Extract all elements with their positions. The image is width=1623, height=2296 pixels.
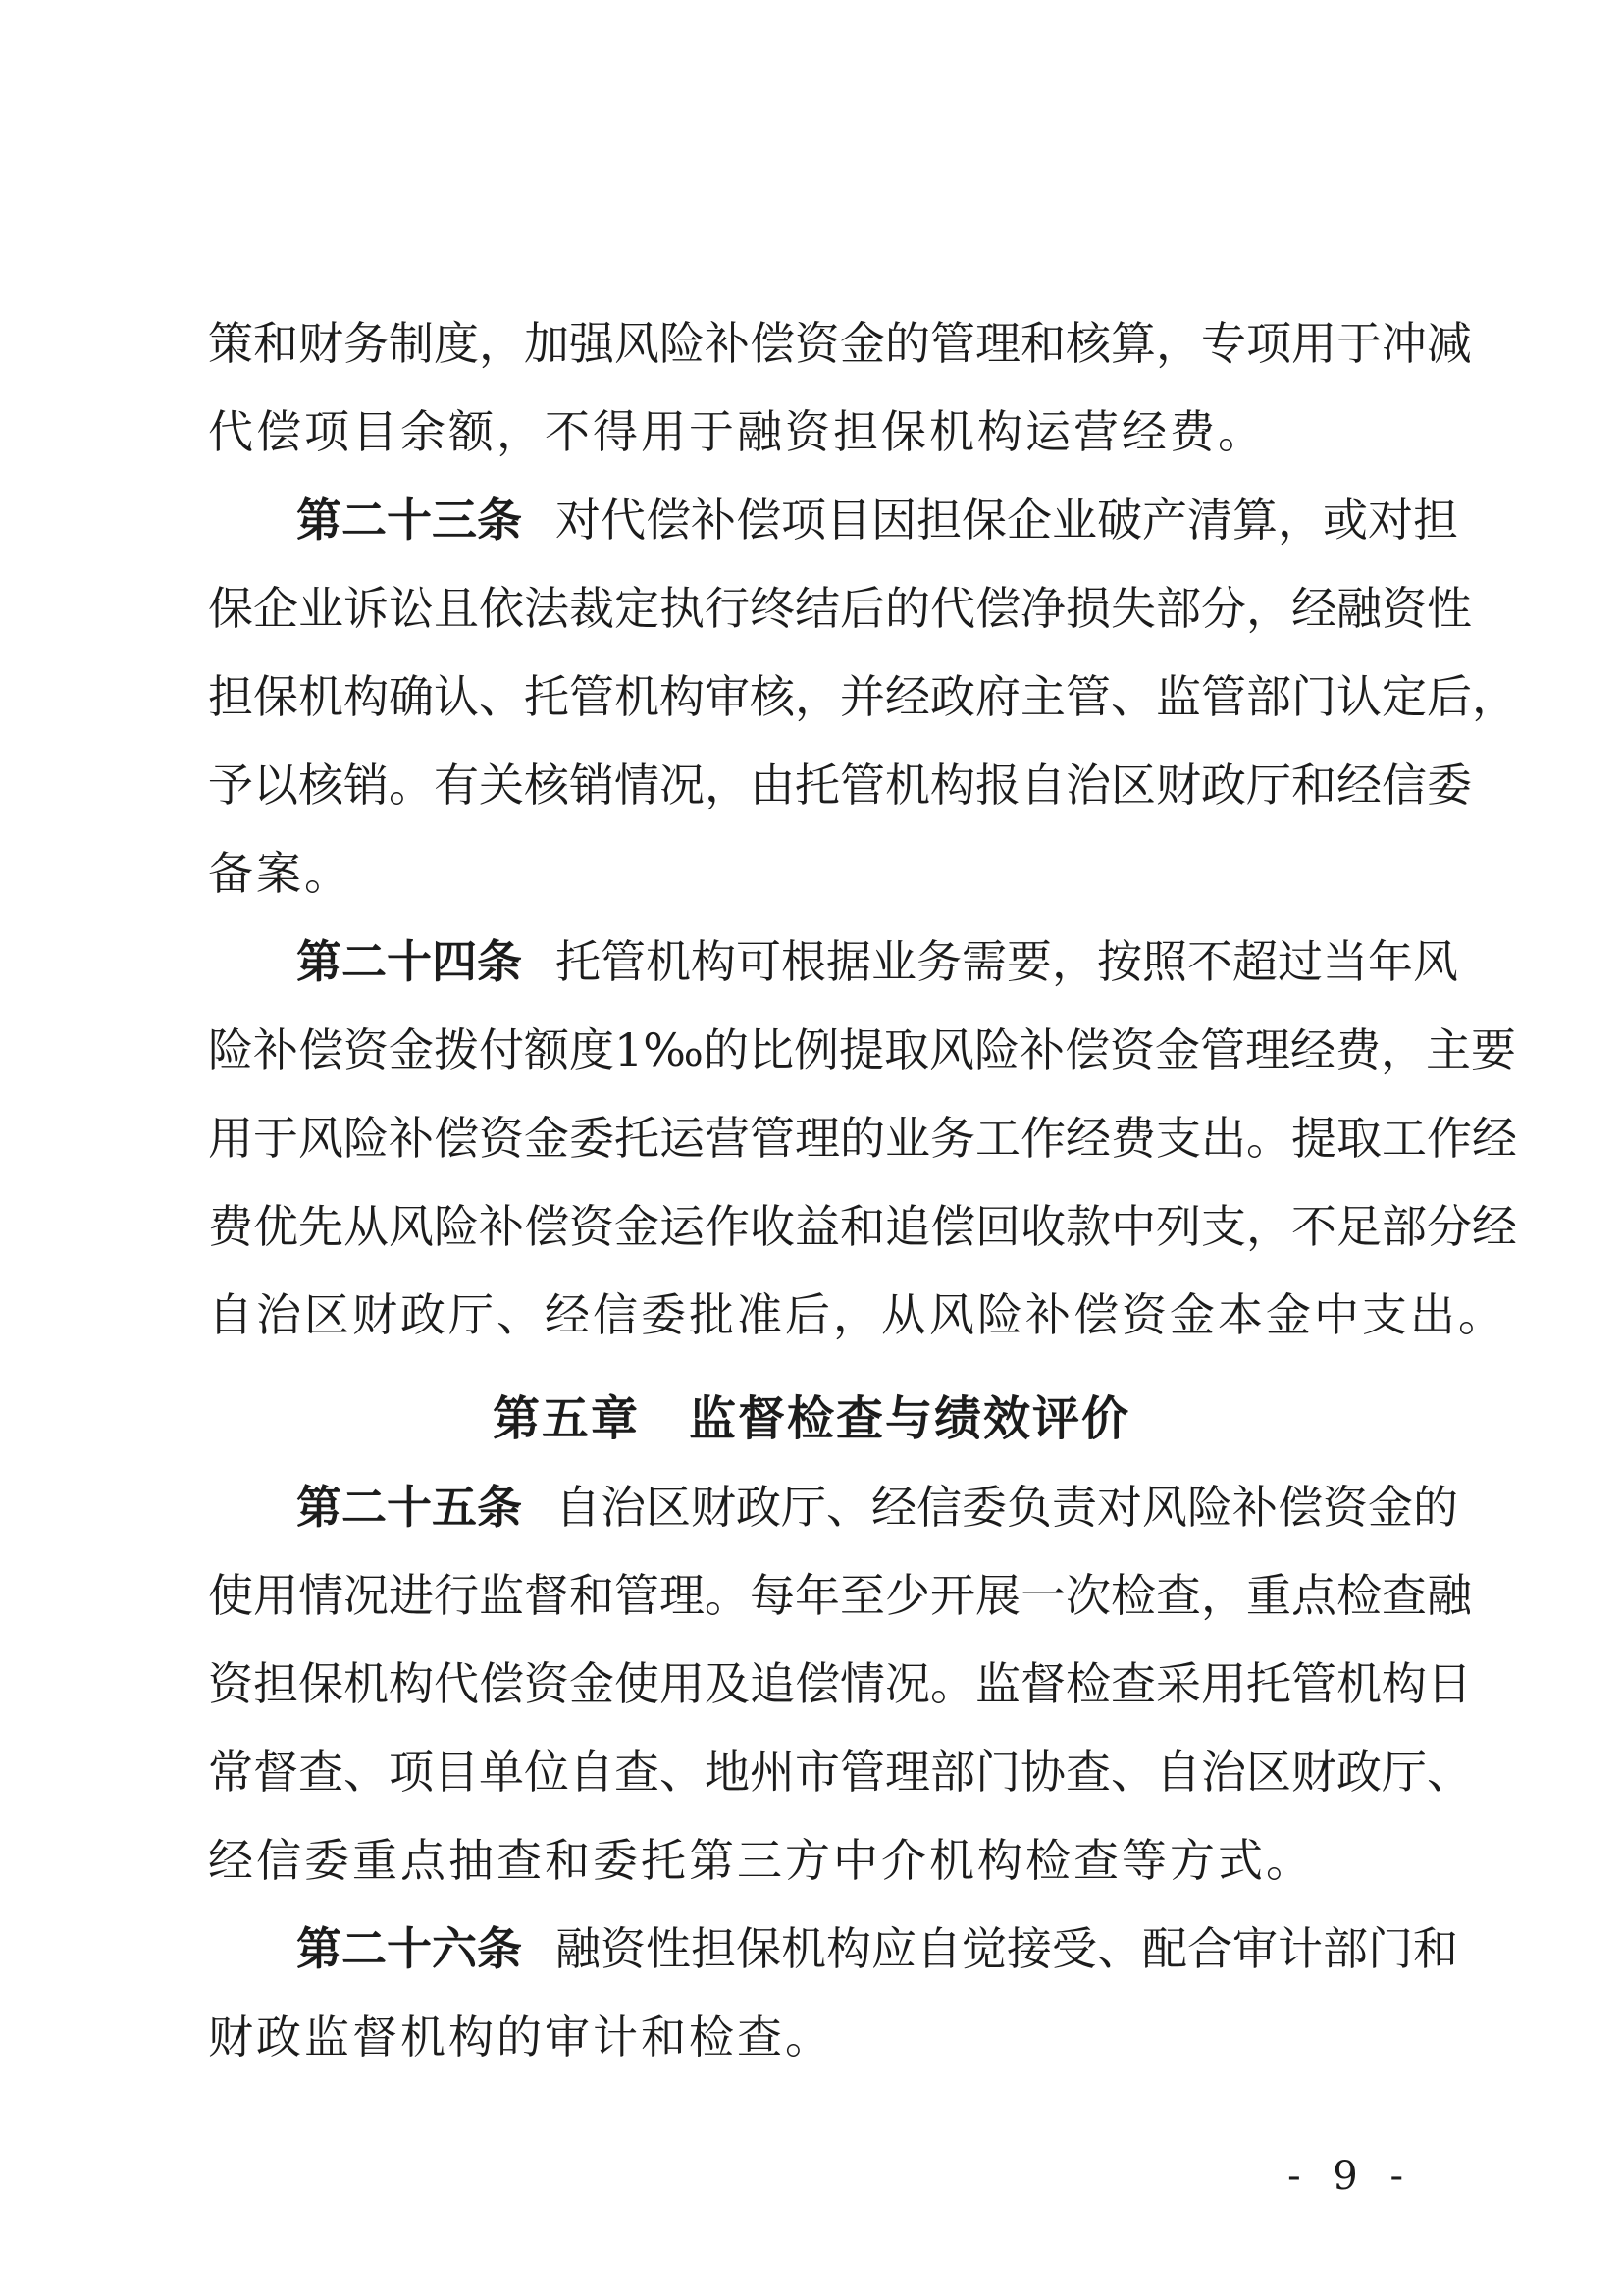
body-line: 担保机构确认、托管机构审核，并经政府主管、监管部门认定后，: [208, 670, 1517, 723]
body-line: 代偿项目余额，不得用于融资担保机构运营经费。: [208, 405, 1266, 458]
body-line: 保企业诉讼且依法裁定执行终结后的代偿净损失部分，经融资性: [208, 582, 1472, 635]
body-line: 资担保机构代偿资金使用及追偿情况。监督检查采用托管机构日: [208, 1657, 1472, 1710]
body-line: 财政监督机构的审计和检查。: [208, 2010, 833, 2063]
body-line: 经信委重点抽查和委托第三方中介机构检查等方式。: [208, 1834, 1314, 1887]
body-line: 备案。: [208, 847, 352, 900]
page-number: - 9 -: [1287, 2154, 1413, 2199]
article-heading: 第二十五条: [296, 1481, 522, 1534]
article-25-line: 第二十五条 自治区财政厅、经信委负责对风险补偿资金的: [296, 1481, 1458, 1534]
article-heading: 第二十三条: [296, 494, 522, 547]
article-heading: 第二十六条: [296, 1922, 522, 1975]
body-line: 策和财务制度，加强风险补偿资金的管理和核算，专项用于冲减: [208, 317, 1472, 370]
body-line: 予以核销。有关核销情况，由托管机构报自治区财政厅和经信委: [208, 758, 1472, 811]
article-24-line: 第二十四条 托管机构可根据业务需要，按照不超过当年风: [296, 935, 1458, 988]
article-heading: 第二十四条: [296, 935, 522, 988]
body-line: 费优先从风险补偿资金运作收益和追偿回收款中列支，不足部分经: [208, 1200, 1517, 1253]
body-line: 常督查、项目单位自查、地州市管理部门协查、自治区财政厅、: [208, 1746, 1472, 1799]
chapter-heading: 第五章 监督检查与绩效评价: [492, 1391, 1130, 1446]
body-line: 用于风险补偿资金委托运营管理的业务工作经费支出。提取工作经: [208, 1112, 1517, 1165]
body-line: 使用情况进行监督和管理。每年至少开展一次检查，重点检查融: [208, 1569, 1472, 1622]
article-26-line: 第二十六条 融资性担保机构应自觉接受、配合审计部门和: [296, 1922, 1458, 1975]
body-line: 险补偿资金拨付额度1‰的比例提取风险补偿资金管理经费，主要: [208, 1023, 1516, 1076]
body-line: 自治区财政厅、经信委批准后，从风险补偿资金本金中支出。: [208, 1288, 1506, 1341]
article-23-line: 第二十三条 对代偿补偿项目因担保企业破产清算，或对担: [296, 494, 1458, 547]
